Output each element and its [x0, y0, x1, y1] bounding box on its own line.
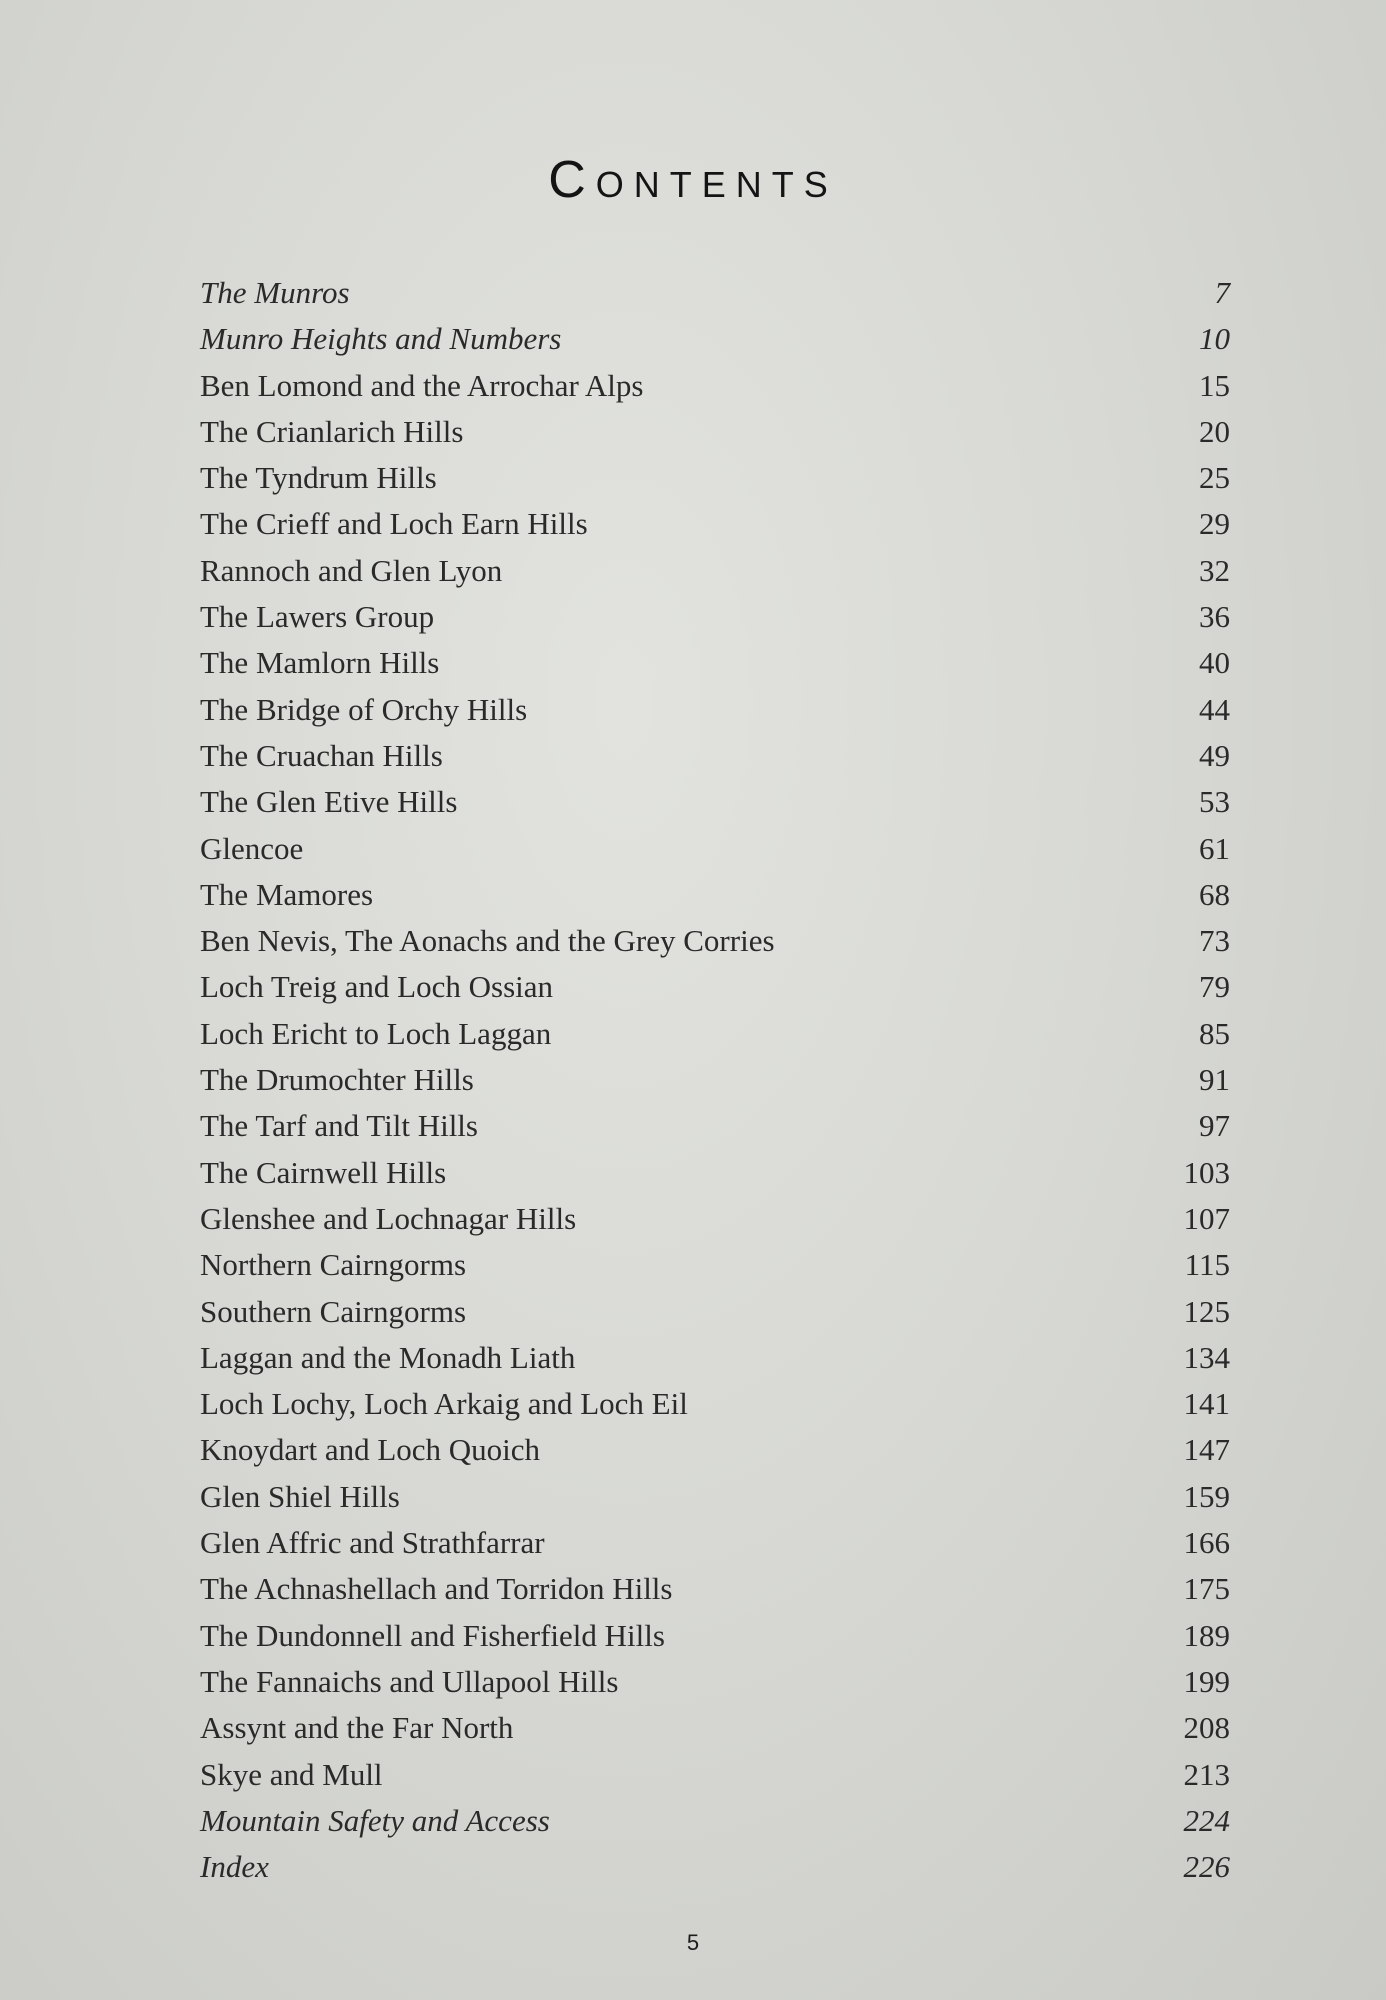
toc-entry-page: 91	[1199, 1062, 1230, 1098]
toc-entry-label: The Crianlarich Hills	[200, 413, 464, 449]
toc-entry-label: Glenshee and Lochnagar Hills	[200, 1200, 577, 1236]
toc-entry-label: Southern Cairngorms	[200, 1293, 467, 1329]
toc-entry-label: Laggan and the Monadh Liath	[200, 1339, 576, 1375]
toc-entry-page: 147	[1183, 1432, 1230, 1468]
toc-entry	[200, 1335, 1230, 1381]
toc-entry	[200, 1289, 1230, 1335]
toc-entry	[200, 1844, 1230, 1890]
toc-entry-page: 20	[1199, 413, 1230, 449]
toc-entry-label: The Munros	[200, 275, 350, 310]
toc-entry-page: 125	[1183, 1293, 1230, 1329]
toc-entry-label: Loch Lochy, Loch Arkaig and Loch Eil	[200, 1386, 688, 1422]
toc-entry-label: The Bridge of Orchy Hills	[200, 691, 528, 727]
toc-entry-page: 49	[1199, 737, 1230, 773]
toc-entry-page: 7	[1214, 275, 1230, 310]
toc-entry	[200, 733, 1230, 779]
toc-entry-page: 68	[1199, 876, 1230, 912]
toc-entry	[200, 1659, 1230, 1705]
toc-entry-label: The Cairnwell Hills	[200, 1154, 447, 1190]
toc-entry	[200, 409, 1230, 455]
toc-entry-label: Skye and Mull	[200, 1756, 383, 1792]
toc-entry	[200, 779, 1230, 825]
toc-entry-label: The Crieff and Loch Earn Hills	[200, 506, 588, 542]
toc-entry	[200, 270, 1230, 316]
toc-entry	[200, 1613, 1230, 1659]
toc-entry-label: Mountain Safety and Access	[200, 1802, 550, 1838]
toc-entry-label: The Tarf and Tilt Hills	[200, 1108, 478, 1144]
toc-entry-label: The Mamores	[200, 876, 374, 912]
toc-entry-label: Knoydart and Loch Quoich	[200, 1432, 541, 1468]
toc-entry	[200, 1566, 1230, 1612]
toc-entry	[200, 1798, 1230, 1844]
toc-entry-label: Glencoe	[200, 830, 304, 866]
toc-entry	[200, 1520, 1230, 1566]
toc-entry-page: 115	[1184, 1247, 1230, 1283]
toc-entry-label: Loch Treig and Loch Ossian	[200, 969, 554, 1005]
toc-entry-label: Rannoch and Glen Lyon	[200, 552, 503, 588]
toc-entry	[200, 1011, 1230, 1057]
toc-entry	[200, 594, 1230, 640]
toc-entry-page: 85	[1199, 1015, 1230, 1051]
toc-entry	[200, 1381, 1230, 1427]
toc-entry-label: The Glen Etive Hills	[200, 784, 458, 820]
toc-entry	[200, 1057, 1230, 1103]
toc-entry-label: Index	[200, 1849, 269, 1885]
toc-entry-page: 166	[1183, 1525, 1230, 1561]
toc-entry	[200, 455, 1230, 501]
toc-entry-page: 141	[1183, 1386, 1230, 1422]
toc-entry-label: Northern Cairngorms	[200, 1247, 467, 1283]
toc-entry-label: Glen Affric and Strathfarrar	[200, 1525, 545, 1561]
toc-entry-page: 134	[1183, 1339, 1230, 1375]
toc-entry-label: Ben Nevis, The Aonachs and the Grey Corries	[200, 923, 775, 959]
toc-entry-label: Assynt and the Far North	[200, 1710, 514, 1746]
page-title: Contents	[548, 151, 838, 209]
toc-entry-page: 208	[1183, 1710, 1230, 1746]
page-number: 5	[686, 1930, 700, 1955]
toc-entry	[200, 1196, 1230, 1242]
toc-entry-page: 224	[1183, 1802, 1230, 1838]
toc-entry-label: The Achnashellach and Torridon Hills	[200, 1571, 673, 1607]
toc-entry-page: 53	[1199, 784, 1230, 820]
toc-entry-page: 15	[1199, 367, 1230, 403]
toc-entry-page: 40	[1199, 645, 1230, 681]
toc-entry	[200, 1752, 1230, 1798]
toc-entry-page: 36	[1199, 599, 1230, 635]
toc-entry-page: 175	[1183, 1571, 1230, 1607]
toc-entry-page: 29	[1199, 506, 1230, 542]
toc-entry	[200, 1150, 1230, 1196]
toc-entry-label: Munro Heights and Numbers	[200, 321, 562, 357]
toc-entry-label: The Fannaichs and Ullapool Hills	[200, 1663, 619, 1699]
toc-entry-label: The Dundonnell and Fisherfield Hills	[200, 1617, 665, 1653]
toc-entry	[200, 918, 1230, 964]
toc-entry-page: 199	[1183, 1663, 1230, 1699]
toc-entry	[200, 1474, 1230, 1520]
toc-entry-label: The Lawers Group	[200, 599, 435, 635]
toc-entry	[200, 1427, 1230, 1473]
toc-entry-label: Ben Lomond and the Arrochar Alps	[200, 367, 644, 403]
toc-entry	[200, 548, 1230, 594]
toc-entry-page: 159	[1183, 1478, 1230, 1514]
toc-entry	[200, 316, 1230, 362]
toc-entry-page: 107	[1183, 1200, 1230, 1236]
toc-entry-page: 79	[1199, 969, 1230, 1005]
toc-entry	[200, 640, 1230, 686]
toc-entry	[200, 501, 1230, 547]
toc-entry-page: 226	[1183, 1849, 1230, 1885]
toc-entry-page: 61	[1199, 830, 1230, 866]
toc-entry	[200, 363, 1230, 409]
toc-entry	[200, 964, 1230, 1010]
toc-entry-page: 97	[1199, 1108, 1230, 1144]
toc-entry-page: 189	[1183, 1617, 1230, 1653]
toc-entry-page: 103	[1183, 1154, 1230, 1190]
toc-entry-page: 213	[1183, 1756, 1230, 1792]
toc-entry-page: 32	[1199, 552, 1230, 588]
toc-entry-page: 73	[1199, 923, 1230, 959]
toc-entry	[200, 1103, 1230, 1149]
toc-entry	[200, 1705, 1230, 1751]
toc-entry	[200, 687, 1230, 733]
toc-entry-page: 44	[1199, 691, 1230, 727]
toc-entry-label: The Tyndrum Hills	[200, 460, 437, 496]
toc-entry	[200, 826, 1230, 872]
toc-entry-page: 25	[1199, 460, 1230, 496]
toc-entry	[200, 872, 1230, 918]
toc-entry	[200, 1242, 1230, 1288]
toc-entry-label: The Drumochter Hills	[200, 1062, 474, 1098]
toc-entry-label: Loch Ericht to Loch Laggan	[200, 1015, 552, 1051]
toc-entry-label: The Mamlorn Hills	[200, 645, 440, 681]
toc-entry-page: 10	[1199, 321, 1230, 357]
toc-entry-label: Glen Shiel Hills	[200, 1478, 400, 1514]
toc-entry-label: The Cruachan Hills	[200, 737, 443, 773]
table-of-contents	[200, 270, 1230, 1890]
